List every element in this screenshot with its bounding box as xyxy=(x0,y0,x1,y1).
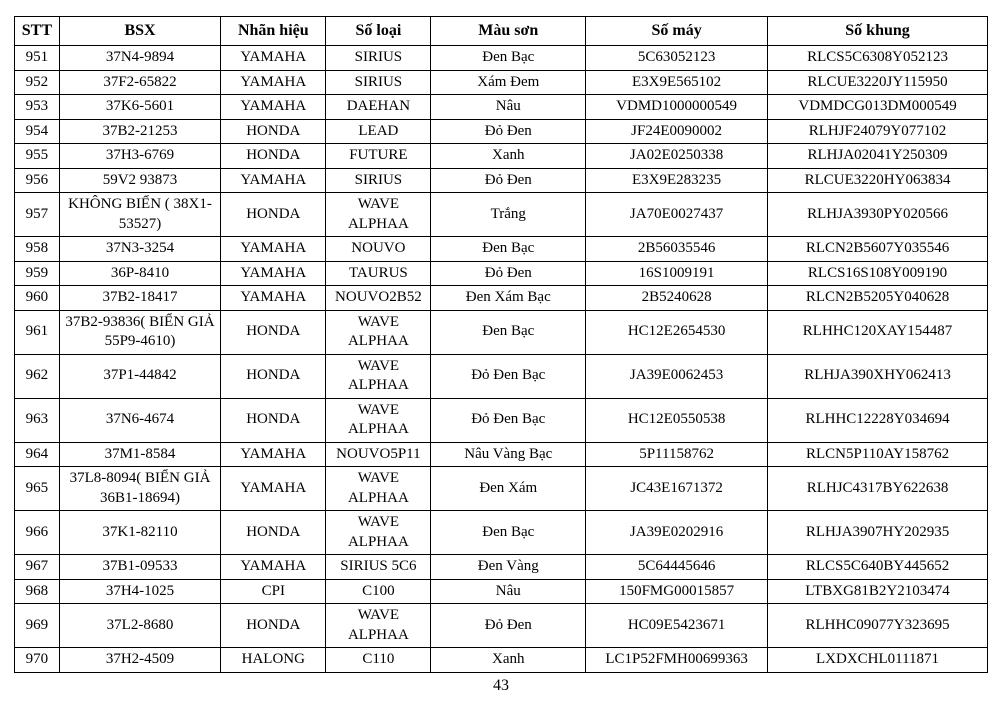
table-cell: 2B5240628 xyxy=(586,286,768,311)
table-cell: 5C64445646 xyxy=(586,555,768,580)
table-cell: Đen Bạc xyxy=(431,237,586,262)
table-cell: SIRIUS xyxy=(326,70,431,95)
table-cell: HONDA xyxy=(221,398,326,442)
table-cell: 37B2-93836( BIỂN GIẢ 55P9-4610) xyxy=(59,310,221,354)
table-row xyxy=(15,46,988,71)
table-cell: HONDA xyxy=(221,354,326,398)
table-row xyxy=(15,467,988,511)
table-cell: RLHJA3907HY202935 xyxy=(768,511,988,555)
table-cell: Đen Vàng xyxy=(431,555,586,580)
table-row xyxy=(15,95,988,120)
table-cell: YAMAHA xyxy=(221,261,326,286)
table-cell: Xám Đem xyxy=(431,70,586,95)
table-cell: WAVE ALPHAA xyxy=(326,193,431,237)
table-cell: HONDA xyxy=(221,193,326,237)
table-cell: 37L2-8680 xyxy=(59,604,221,648)
table-cell: Đen Xám Bạc xyxy=(431,286,586,311)
table-row xyxy=(15,119,988,144)
table-cell: 2B56035546 xyxy=(586,237,768,262)
table-cell: CPI xyxy=(221,579,326,604)
table-row xyxy=(15,168,988,193)
table-row xyxy=(15,354,988,398)
table-cell: HC12E0550538 xyxy=(586,398,768,442)
table-cell: E3X9E283235 xyxy=(586,168,768,193)
table-cell: C110 xyxy=(326,648,431,673)
table-cell: YAMAHA xyxy=(221,70,326,95)
table-cell: JA39E0062453 xyxy=(586,354,768,398)
table-cell: RLCN5P110AY158762 xyxy=(768,442,988,467)
table-cell: Xanh xyxy=(431,648,586,673)
table-cell: 957 xyxy=(15,193,60,237)
table-cell: RLCN2B5205Y040628 xyxy=(768,286,988,311)
table-cell: WAVE ALPHAA xyxy=(326,467,431,511)
table-cell: YAMAHA xyxy=(221,442,326,467)
table-row xyxy=(15,193,988,237)
table-cell: YAMAHA xyxy=(221,286,326,311)
table-cell: RLHHC12228Y034694 xyxy=(768,398,988,442)
table-cell: Nâu xyxy=(431,95,586,120)
table-cell: RLHHC120XAY154487 xyxy=(768,310,988,354)
table-cell: JA39E0202916 xyxy=(586,511,768,555)
table-cell: 966 xyxy=(15,511,60,555)
table-cell: Nâu xyxy=(431,579,586,604)
table-cell: 958 xyxy=(15,237,60,262)
table-cell: 5C63052123 xyxy=(586,46,768,71)
table-row xyxy=(15,237,988,262)
table-cell: 37B2-21253 xyxy=(59,119,221,144)
table-cell: E3X9E565102 xyxy=(586,70,768,95)
table-cell: HONDA xyxy=(221,119,326,144)
table-cell: HONDA xyxy=(221,604,326,648)
table-cell: 37K6-5601 xyxy=(59,95,221,120)
column-header-so-khung: Số khung xyxy=(768,17,988,46)
column-header-so-loai: Số loại xyxy=(326,17,431,46)
table-cell: JA02E0250338 xyxy=(586,144,768,169)
table-cell: C100 xyxy=(326,579,431,604)
table-cell: YAMAHA xyxy=(221,467,326,511)
table-cell: SIRIUS xyxy=(326,46,431,71)
table-cell: LC1P52FMH00699363 xyxy=(586,648,768,673)
table-cell: VDMD1000000549 xyxy=(586,95,768,120)
table-cell: RLHJC4317BY622638 xyxy=(768,467,988,511)
column-header-so-may: Số máy xyxy=(586,17,768,46)
table-cell: 963 xyxy=(15,398,60,442)
table-cell: 955 xyxy=(15,144,60,169)
table-cell: 952 xyxy=(15,70,60,95)
table-cell: HONDA xyxy=(221,511,326,555)
table-body xyxy=(15,46,988,673)
page-number: 43 xyxy=(493,676,509,694)
table-cell: Đen Xám xyxy=(431,467,586,511)
table-cell: HALONG xyxy=(221,648,326,673)
column-header-nhan-hieu: Nhãn hiệu xyxy=(221,17,326,46)
table-cell: SIRIUS xyxy=(326,168,431,193)
table-cell: KHÔNG BIỂN ( 38X1-53527) xyxy=(59,193,221,237)
table-cell: 960 xyxy=(15,286,60,311)
table-cell: 965 xyxy=(15,467,60,511)
table-cell: 37N3-3254 xyxy=(59,237,221,262)
table-cell: JC43E1671372 xyxy=(586,467,768,511)
table-row xyxy=(15,604,988,648)
table-cell: Đen Bạc xyxy=(431,46,586,71)
table-cell: 37P1-44842 xyxy=(59,354,221,398)
table-cell: WAVE ALPHAA xyxy=(326,310,431,354)
table-row xyxy=(15,70,988,95)
table-cell: 967 xyxy=(15,555,60,580)
table-cell: Đỏ Đen xyxy=(431,261,586,286)
table-cell: 37K1-82110 xyxy=(59,511,221,555)
table-cell: FUTURE xyxy=(326,144,431,169)
table-header xyxy=(15,17,988,46)
table-cell: Nâu Vàng Bạc xyxy=(431,442,586,467)
table-cell: 5P11158762 xyxy=(586,442,768,467)
table-cell: 37N4-9894 xyxy=(59,46,221,71)
table-cell: YAMAHA xyxy=(221,555,326,580)
table-cell: HONDA xyxy=(221,310,326,354)
table-cell: WAVE ALPHAA xyxy=(326,398,431,442)
table-cell: NOUVO5P11 xyxy=(326,442,431,467)
table-cell: 37M1-8584 xyxy=(59,442,221,467)
table-cell: 953 xyxy=(15,95,60,120)
table-cell: LEAD xyxy=(326,119,431,144)
table-cell: RLCUE3220JY115950 xyxy=(768,70,988,95)
table-cell: RLHJF24079Y077102 xyxy=(768,119,988,144)
header-row xyxy=(15,17,988,46)
table-cell: RLHJA02041Y250309 xyxy=(768,144,988,169)
table-cell: 956 xyxy=(15,168,60,193)
table-cell: VDMDCG013DM000549 xyxy=(768,95,988,120)
table-cell: WAVE ALPHAA xyxy=(326,354,431,398)
table-cell: 37H2-4509 xyxy=(59,648,221,673)
table-cell: 37N6-4674 xyxy=(59,398,221,442)
table-cell: 16S1009191 xyxy=(586,261,768,286)
table-row xyxy=(15,261,988,286)
table-cell: 150FMG00015857 xyxy=(586,579,768,604)
column-header-stt: STT xyxy=(15,17,60,46)
table-cell: 37F2-65822 xyxy=(59,70,221,95)
table-cell: NOUVO2B52 xyxy=(326,286,431,311)
table-cell: 970 xyxy=(15,648,60,673)
table-cell: SIRIUS 5C6 xyxy=(326,555,431,580)
table-cell: YAMAHA xyxy=(221,95,326,120)
table-cell: RLHJA390XHY062413 xyxy=(768,354,988,398)
table-row xyxy=(15,442,988,467)
table-cell: RLCS16S108Y009190 xyxy=(768,261,988,286)
table-cell: Đỏ Đen xyxy=(431,119,586,144)
table-cell: RLCN2B5607Y035546 xyxy=(768,237,988,262)
table-row xyxy=(15,144,988,169)
table-cell: LXDXCHL0111871 xyxy=(768,648,988,673)
table-cell: RLHJA3930PY020566 xyxy=(768,193,988,237)
table-cell: Đen Bạc xyxy=(431,511,586,555)
table-cell: RLCS5C640BY445652 xyxy=(768,555,988,580)
table-row xyxy=(15,398,988,442)
table-cell: WAVE ALPHAA xyxy=(326,511,431,555)
table-cell: JF24E0090002 xyxy=(586,119,768,144)
table-cell: 36P-8410 xyxy=(59,261,221,286)
column-header-mau-son: Màu sơn xyxy=(431,17,586,46)
table-row xyxy=(15,648,988,673)
table-cell: YAMAHA xyxy=(221,168,326,193)
table-cell: 954 xyxy=(15,119,60,144)
table-cell: 964 xyxy=(15,442,60,467)
table-cell: Đỏ Đen xyxy=(431,168,586,193)
table-cell: RLHHC09077Y323695 xyxy=(768,604,988,648)
table-cell: WAVE ALPHAA xyxy=(326,604,431,648)
table-cell: 37H3-6769 xyxy=(59,144,221,169)
table-cell: Đen Bạc xyxy=(431,310,586,354)
table-cell: 969 xyxy=(15,604,60,648)
table-cell: 37H4-1025 xyxy=(59,579,221,604)
table-cell: 961 xyxy=(15,310,60,354)
table-cell: JA70E0027437 xyxy=(586,193,768,237)
table-cell: Trắng xyxy=(431,193,586,237)
table-cell: 37B2-18417 xyxy=(59,286,221,311)
table-cell: Xanh xyxy=(431,144,586,169)
table-cell: TAURUS xyxy=(326,261,431,286)
column-header-bsx: BSX xyxy=(59,17,221,46)
table-cell: HC09E5423671 xyxy=(586,604,768,648)
table-row xyxy=(15,286,988,311)
table-cell: Đỏ Đen Bạc xyxy=(431,354,586,398)
table-cell: 962 xyxy=(15,354,60,398)
table-row xyxy=(15,555,988,580)
table-cell: YAMAHA xyxy=(221,237,326,262)
table-row xyxy=(15,579,988,604)
table-cell: LTBXG81B2Y2103474 xyxy=(768,579,988,604)
vehicle-registration-table xyxy=(14,16,988,673)
table-row xyxy=(15,310,988,354)
table-cell: 59V2 93873 xyxy=(59,168,221,193)
table-cell: Đỏ Đen xyxy=(431,604,586,648)
table-cell: 37B1-09533 xyxy=(59,555,221,580)
table-cell: DAEHAN xyxy=(326,95,431,120)
table-cell: 951 xyxy=(15,46,60,71)
table-cell: Đỏ Đen Bạc xyxy=(431,398,586,442)
table-cell: YAMAHA xyxy=(221,46,326,71)
table-cell: 968 xyxy=(15,579,60,604)
table-cell: NOUVO xyxy=(326,237,431,262)
table-cell: RLCUE3220HY063834 xyxy=(768,168,988,193)
table-row xyxy=(15,511,988,555)
table-cell: 959 xyxy=(15,261,60,286)
table-cell: HC12E2654530 xyxy=(586,310,768,354)
table-cell: 37L8-8094( BIỂN GIẢ 36B1-18694) xyxy=(59,467,221,511)
table-cell: RLCS5C6308Y052123 xyxy=(768,46,988,71)
table-cell: HONDA xyxy=(221,144,326,169)
